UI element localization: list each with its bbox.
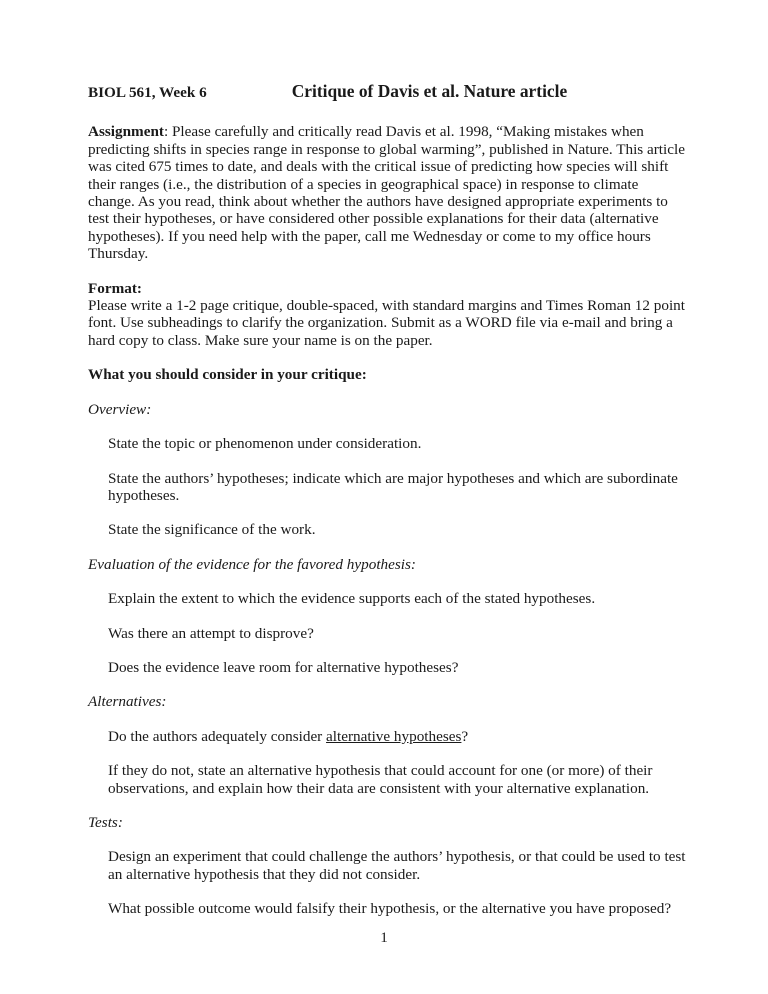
list-item: If they do not, state an alternative hypothesis that could account for one (or more) of their observations, and explain how their data are consistent with your alternative explanation. — [108, 762, 653, 797]
alternative-hypotheses-underlined-text: alternative hypotheses — [326, 727, 462, 745]
alternatives-item-suffix: ? — [461, 727, 469, 745]
page-number: 1 — [380, 929, 388, 946]
list-item: Does the evidence leave room for alternative hypotheses? — [108, 658, 459, 676]
assignment-text: : Please carefully and critically read Davis et al. 1998, “Making mistakes when predicting shifts in species range in response to global warming”, published in Nature. This article was cited 675 times to date, and deals with the critical issue of predicting how species will shift their ranges (i.e., the distribution of a species in geographical space) in response to climate change. As you read, think about whether the authors have designed appropriate experiments to test their hypotheses, or have considered other possible explanations for their data (alternative hypotheses). If you need help with the paper, call me Wednesday or come to my office hours Thursday. — [88, 123, 685, 263]
list-item: Explain the extent to which the evidence supports each of the stated hypotheses. — [108, 590, 596, 608]
list-item: State the topic or phenomenon under consideration. — [108, 435, 422, 453]
alternatives-item-prefix: Do the authors adequately consider — [108, 727, 327, 745]
course-code: BIOL 561, Week 6 — [88, 84, 207, 101]
assignment-label: Assignment — [88, 123, 164, 141]
overview-subhead: Overview: — [88, 400, 152, 418]
list-item: State the significance of the work. — [108, 521, 316, 539]
list-item: What possible outcome would falsify their hypothesis, or the alternative you have proposed? — [108, 900, 672, 918]
format-heading: Format: — [88, 279, 142, 297]
consider-heading: What you should consider in your critique: — [88, 366, 367, 384]
format-body: Please write a 1-2 page critique, double-spaced, with standard margins and Times Roman 12 point font. Use subheadings to clarify the organization. Submit as a WORD file via e-mail and bring a hard copy to class. Make sure your name is on the paper. — [88, 297, 685, 349]
alternatives-subhead: Alternatives: — [88, 693, 167, 711]
list-item: State the authors’ hypotheses; indicate which are major hypotheses and which are subordinate hypotheses. — [108, 469, 678, 504]
tests-subhead: Tests: — [88, 813, 123, 831]
document-body — [88, 83, 686, 918]
format-section — [88, 280, 686, 350]
list-item: Was there an attempt to disprove? — [108, 624, 314, 642]
overview-section — [88, 401, 686, 539]
alternatives-section — [88, 693, 686, 797]
list-item: Design an experiment that could challenge the authors’ hypothesis, or that could be used to test an alternative hypothesis that they did not consider. — [108, 848, 686, 883]
document-header — [88, 83, 686, 101]
tests-section — [88, 814, 686, 918]
evaluation-subhead: Evaluation of the evidence for the favored hypothesis: — [88, 555, 416, 573]
evaluation-section — [88, 556, 686, 677]
list-item — [108, 728, 686, 745]
page-title: Critique of Davis et al. Nature article — [291, 81, 568, 101]
assignment-paragraph — [88, 123, 686, 262]
